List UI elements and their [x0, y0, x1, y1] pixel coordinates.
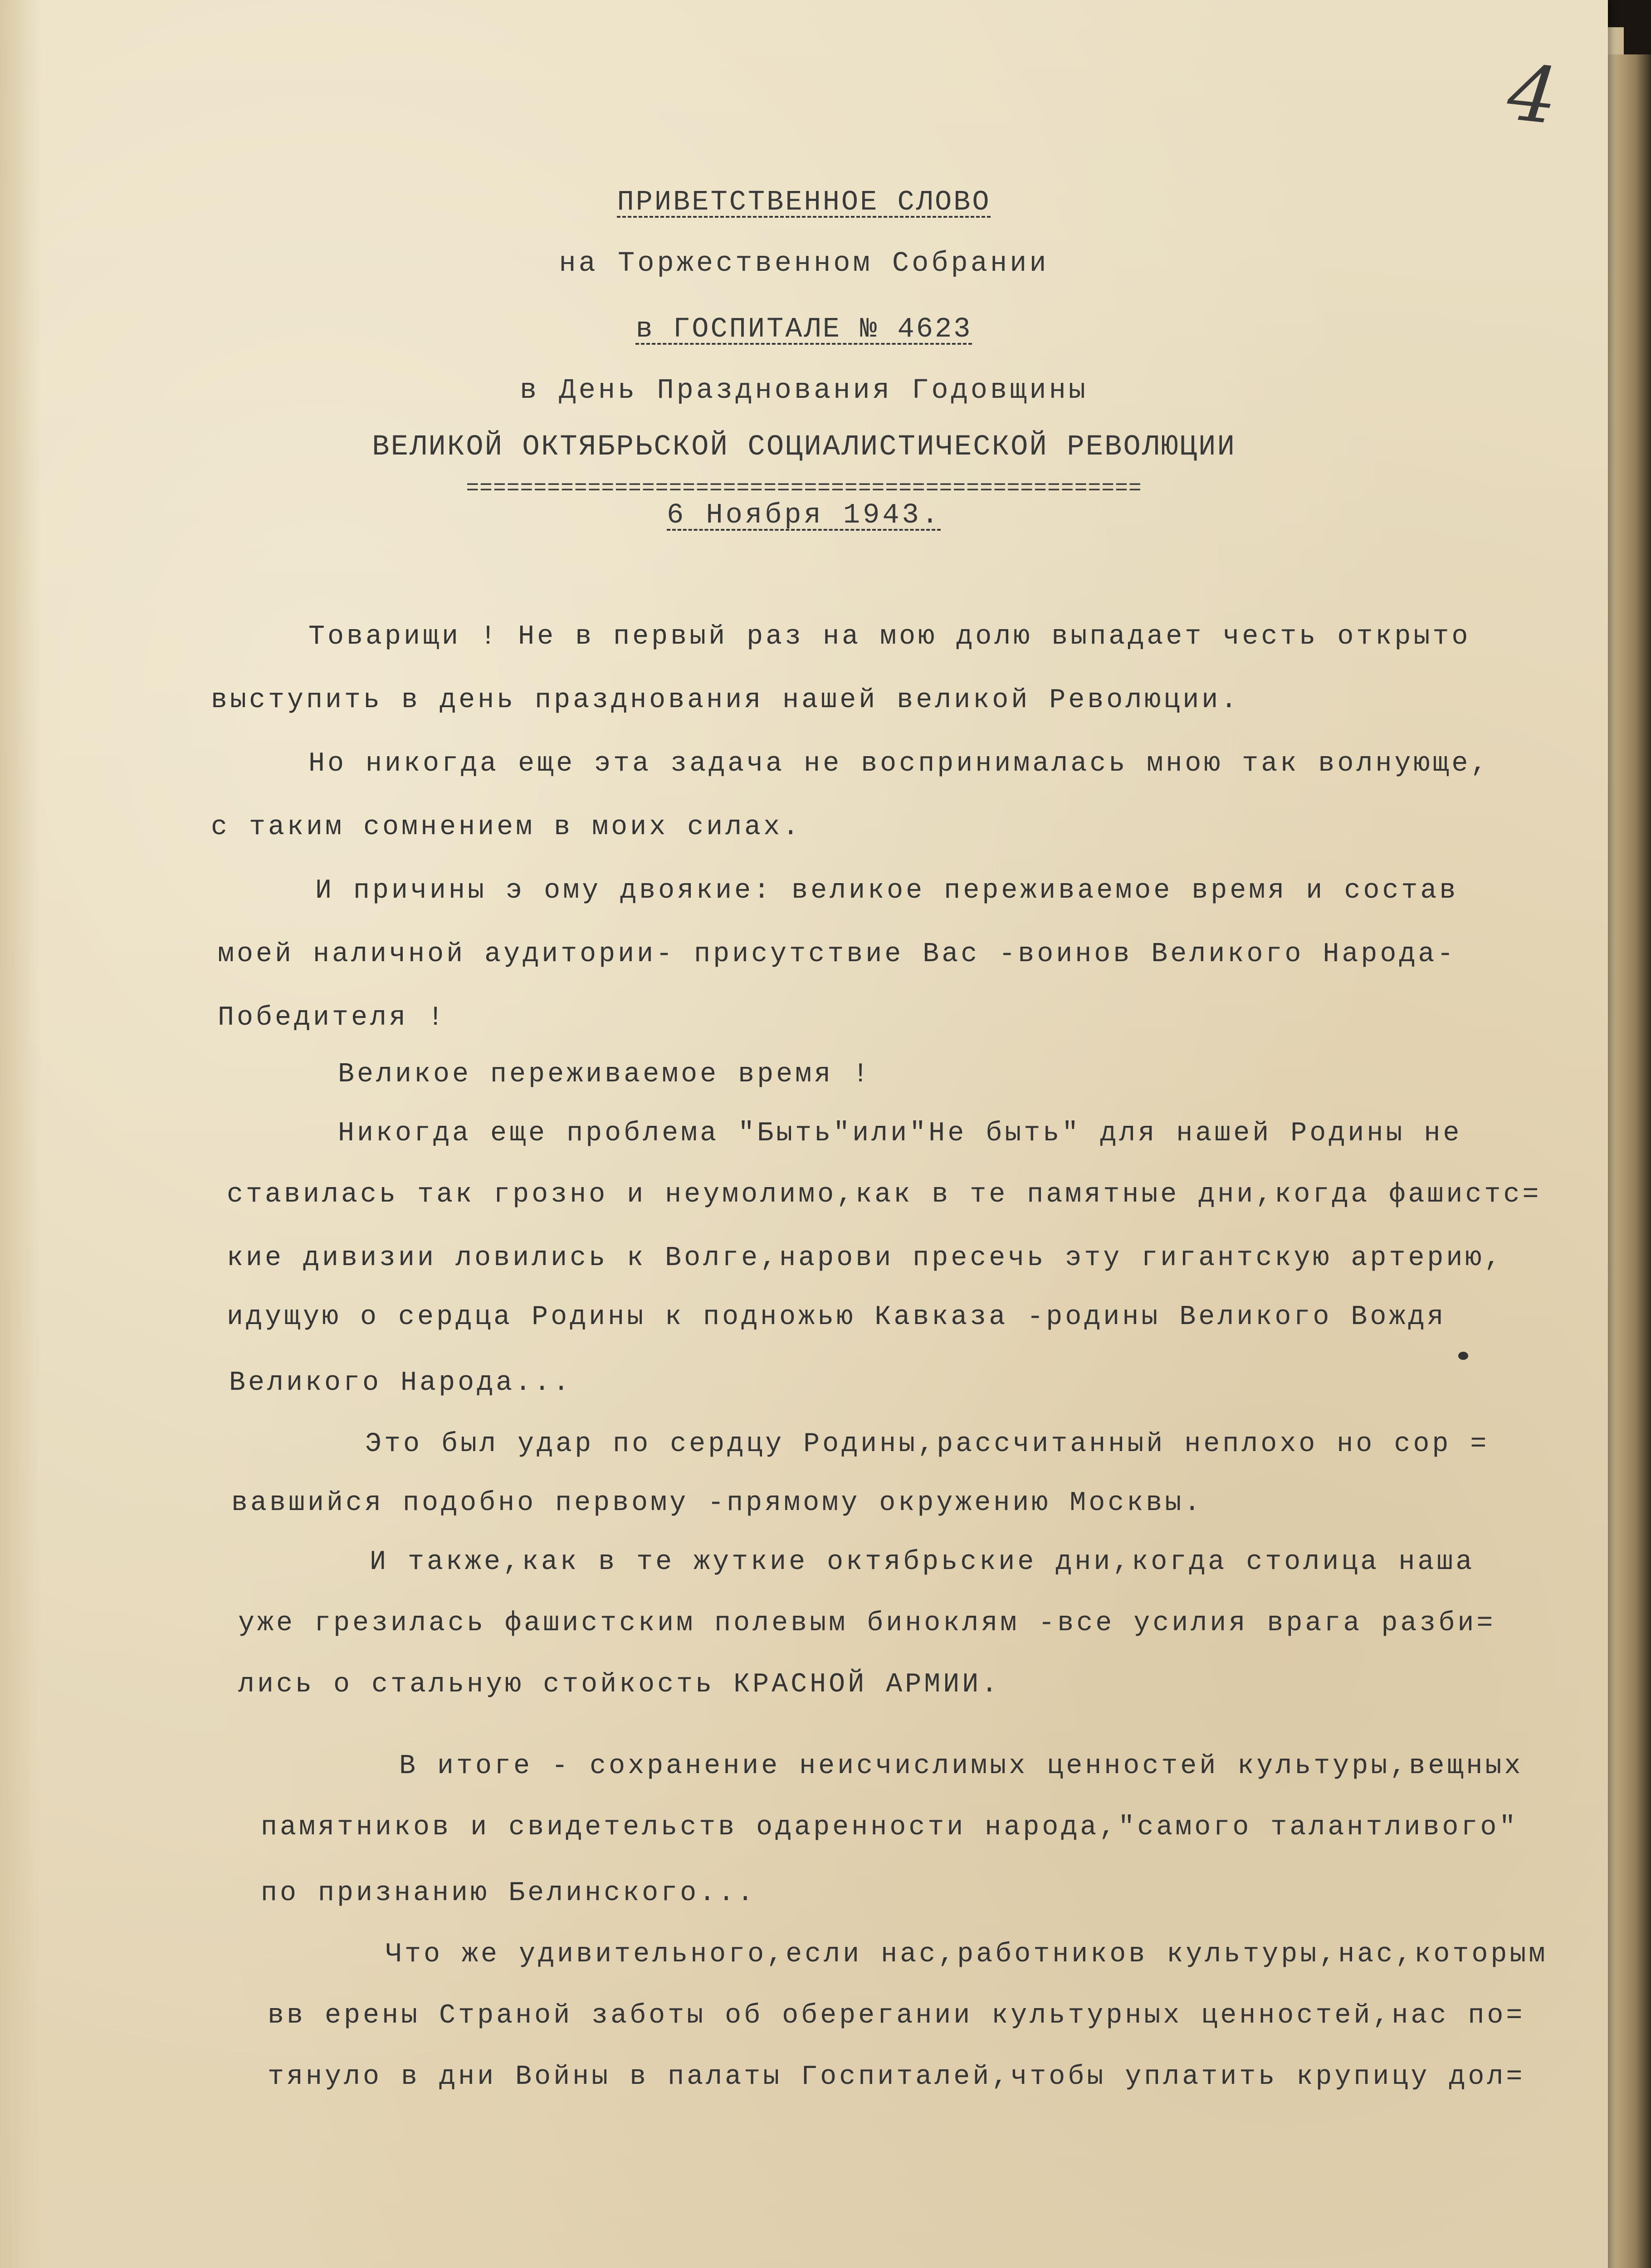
body-line: выступить в день празднования нашей великой Революции. — [211, 685, 1240, 716]
body-line: Великое переживаемое время ! — [338, 1059, 872, 1090]
body-line: ставилась так грозно и неумолимо,как в те памятные дни,когда фашистс= — [227, 1179, 1542, 1210]
body-line: кие дивизии ловились к Волге,нарови пресечь эту гигантскую артерию, — [227, 1243, 1504, 1274]
body-line: идущую о сердца Родины к подножью Кавказа -родины Великого Вождя — [227, 1302, 1446, 1333]
body-line: вавшийся подобно первому -прямому окружению Москвы. — [231, 1488, 1203, 1519]
body-line: тянуло в дни Войны в палаты Госпиталей,чтобы уплатить крупицу дол= — [268, 2062, 1525, 2092]
body-line: памятников и свидетельств одаренности народа,"самого талантливого" — [261, 1812, 1519, 1843]
page-number: 4 — [1503, 47, 1562, 142]
body-line: по признанию Белинского... — [261, 1878, 757, 1909]
body-line: Товарищи ! Не в первый раз на мою долю выпадает честь открыто — [308, 621, 1471, 652]
body-line: Великого Народа... — [229, 1368, 572, 1398]
body-line: Никогда еще проблема "Быть"или"Не быть" для нашей Родины не — [338, 1118, 1462, 1149]
header-line-3: в ГОСПИТАЛЕ № 4623 — [635, 313, 972, 345]
ink-mark — [1458, 1352, 1468, 1360]
paper-stack-shadow — [1601, 54, 1651, 2268]
body-line: с таким сомнением в моих силах. — [211, 812, 802, 843]
body-line: В итоге - сохранение неисчислимых ценностей культуры,вещных — [399, 1751, 1524, 1782]
body-line: вв ерены Страной заботы об оберегании культурных ценностей,нас по= — [268, 2000, 1525, 2031]
body-line: И также,как в те жуткие октябрьские дни,когда столица наша — [370, 1547, 1475, 1578]
header-line-2: на Торжественном Собрании — [559, 247, 1049, 279]
header-date: 6 Ноября 1943. — [667, 499, 941, 531]
body-line: Это был удар по сердцу Родины,рассчитанный неплохо но сор = — [365, 1429, 1490, 1460]
body-line: лись о стальную стойкость КРАСНОЙ АРМИИ. — [238, 1669, 1001, 1700]
header-line-5: ВЕЛИКОЙ ОКТЯБРЬСКОЙ СОЦИАЛИСТИЧЕСКОЙ РЕВОЛЮЦИИ — [372, 431, 1236, 464]
body-line: уже грезилась фашистским полевым биноклям -все усилия врага разби= — [238, 1608, 1496, 1639]
header-line-4: в День Празднования Годовщины — [520, 374, 1088, 406]
body-line: Что же удивительного,если нас,работников культуры,нас,которым — [386, 1939, 1548, 1970]
body-line: Победителя ! — [218, 1002, 447, 1033]
header-separator: ================================================== — [466, 476, 1142, 501]
doc-title: ПРИВЕТСТВЕННОЕ СЛОВО — [617, 186, 991, 218]
body-line: И причины э ому двоякие: великое переживаемое время и состав — [315, 875, 1459, 906]
body-line: Но никогда еще эта задача не воспринималась мною так волнующе, — [308, 748, 1490, 779]
body-line: моей наличной аудитории- присутствие Вас -воинов Великого Народа- — [218, 939, 1456, 970]
